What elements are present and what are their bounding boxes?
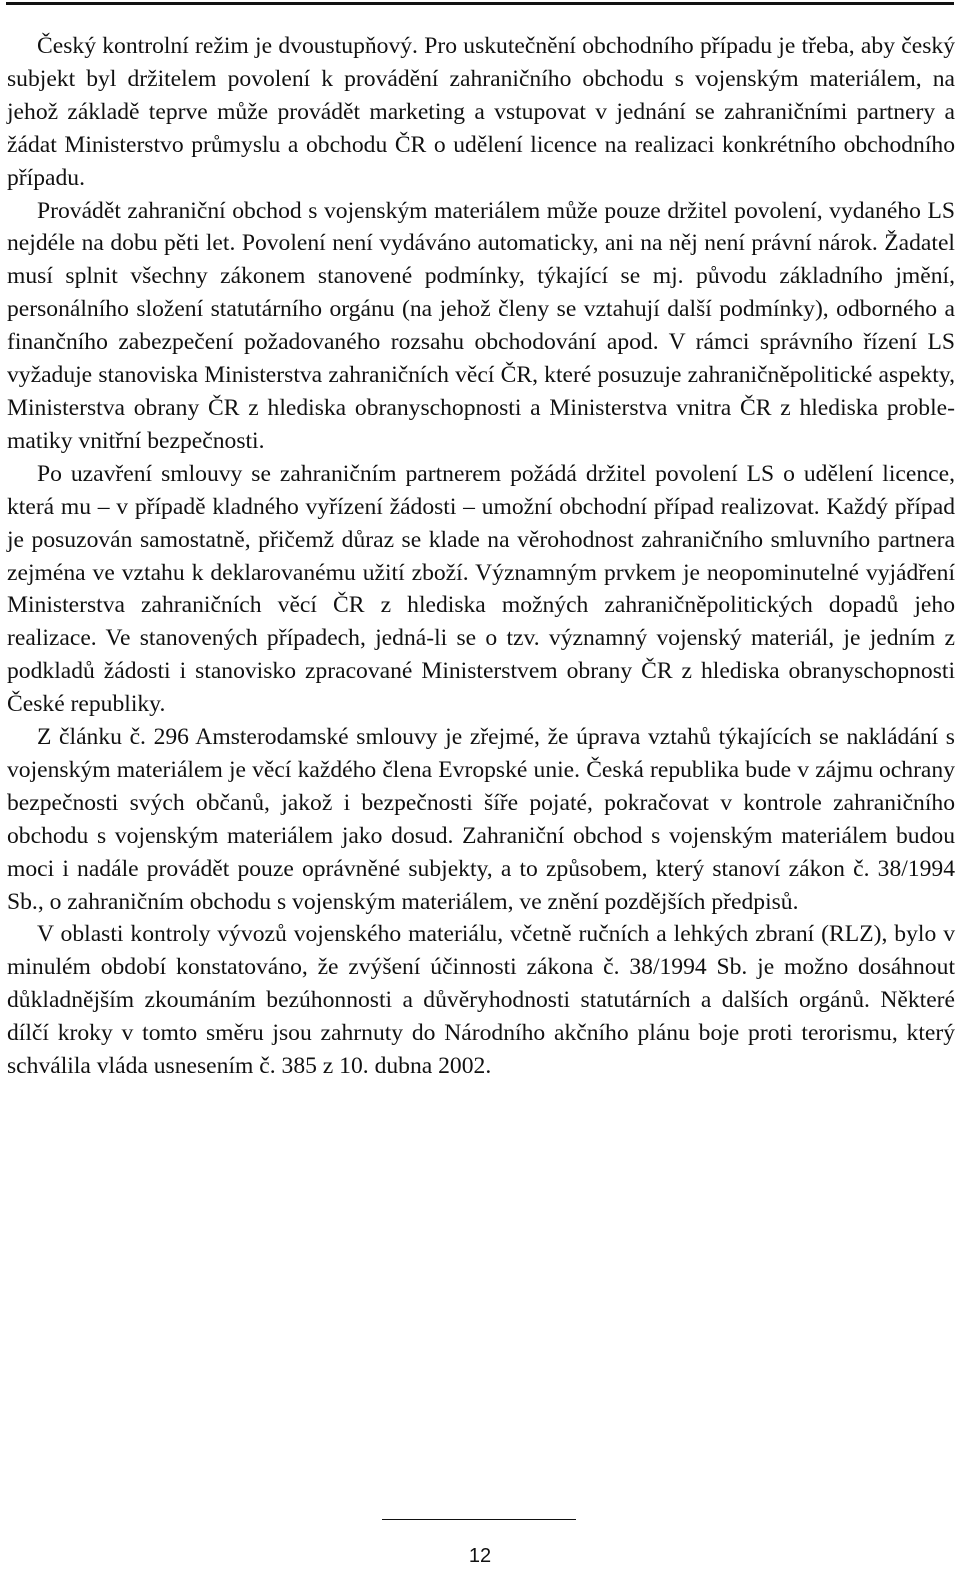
paragraph-amsterdam-treaty: Z článku č. 296 Amsterodamské smlouvy je zřejmé, že úprava vztahů týkajících se nakládání s vojenským materiálem je věcí každého člena Evropské unie. Česká republika bude v zájmu ochrany bezpečnosti svých občanů, jakož i bezpečnosti šíře pojaté, pokračovat v kontrole zahraničního obchodu s vojenským materiálem jako dosud. Zahraniční obchod s vojenským materiálem budou moci i nadále provádět pouze oprávněné subjekty, a to způsobem, který stanoví zákon č. 38/1994 Sb., o zahraničním obchodu s vojenským materiálem, ve znění pozdějších předpisů. xyxy=(7,724,955,915)
page-number: 12 xyxy=(468,1545,492,1567)
paragraph-licence-procedure: Po uzavření smlouvy se zahraničním partnerem požádá držitel povolení LS o udělení licence, která mu – v případě kladného vyřízení žádosti – umožní obchodní případ realizovat. Každý případ je posuzován samostatně, přičemž důraz se klade na věrohodnost zahraničního smluvního partnera zejména ve vztahu k deklarovanému užití zboží. Významným prvkem je neopominutelné vyjádření Ministerstva zahraničních věcí ČR z hlediska možných zahraničněpolitických dopadů jeho realizace. Ve stanovených případech, jedná-li se o tzv. významný vojenský materiál, je jedním z podkladů žádosti i stanovisko zpracované Ministerstvem obrany ČR z hlediska obranyschopnosti České republiky. xyxy=(7,460,955,718)
paragraph-export-control: V oblasti kontroly vývozů vojenského materiálu, včetně ručních a lehkých zbraní (RLZ), bylo v minulém období konstatováno, že zvýšení účinnosti zákona č. 38/1994 Sb. je možno dosáhnout důkladnějším zkoumáním bezúhonnosti a důvěryhodnosti statutárních a dalších orgánů. Některé dílčí kroky v tomto směru jsou zahrnuty do Národního akčního plánu boje proti terorismu, který schválila vláda usnesením č. 385 z 10. dubna 2002. xyxy=(7,921,955,1080)
paragraph-trade-permit: Provádět zahraniční obchod s vojenským materiálem může pouze držitel povolení, vydaného LS nejdéle na dobu pěti let. Povolení není vydáváno automaticky, ani na něj není právní nárok. Žadatel musí splnit všechny zákonem stanovené podmínky, týkající se mj. původu základního jmění, personálního složení statutárního orgánu (na jehož členy se vztahují další podmínky), odborného a finančního zabezpečení požadovaného rozsahu obchodování apod. V rámci správního řízení LS vyžaduje stanoviska Ministerstva zahraničních věcí ČR, které posuzuje zahraničněpolitické aspekty, Ministerstva obrany ČR z hlediska obranyschopnosti a Ministerstva vnitra ČR z hlediska problematiky vnitřní bezpečnosti. xyxy=(7,197,955,454)
header-rule xyxy=(6,2,954,5)
document-body xyxy=(7,30,955,1083)
paragraph-control-regime: Český kontrolní režim je dvoustupňový. Pro uskutečnění obchodního případu je třeba, aby český subjekt byl držitelem povolení k provádění zahraničního obchodu s vojenským materiálem, na jehož základě teprve může provádět marketing a vstupovat v jednání se zahraničními partnery a žádat Ministerstvo průmyslu a obchodu ČR o udělení licence na realizaci konkrétního obchodního případu. xyxy=(7,33,955,191)
footer-rule xyxy=(382,1519,576,1520)
